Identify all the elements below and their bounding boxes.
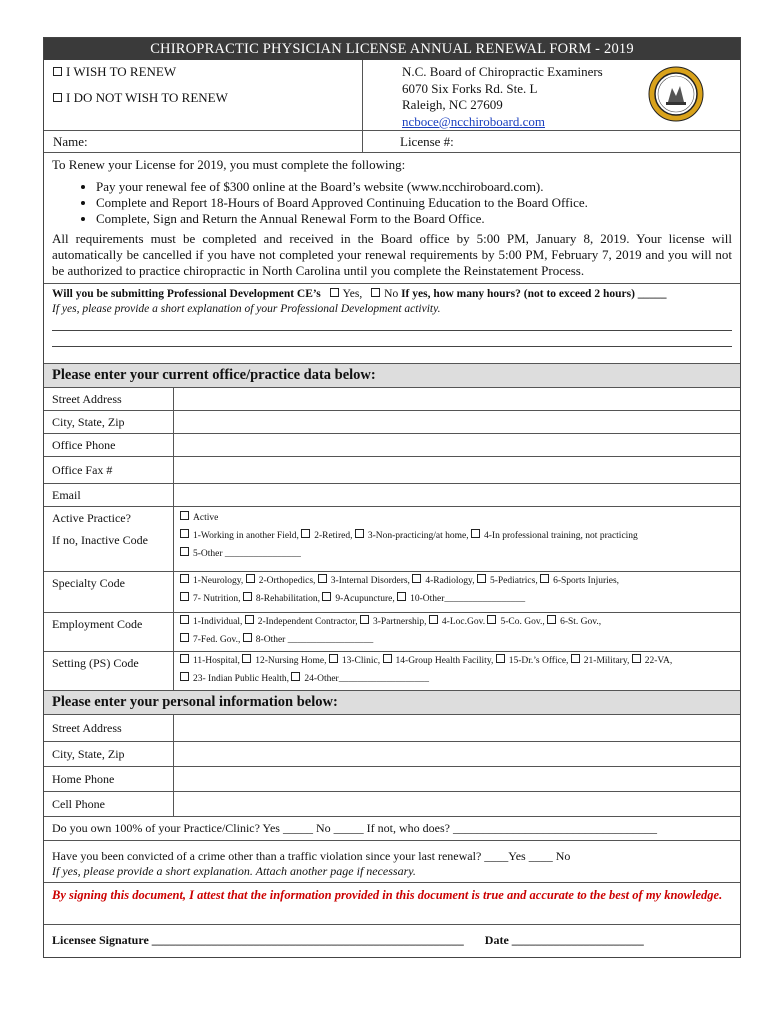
setting-11-checkbox[interactable] (180, 654, 189, 663)
specialty-8-checkbox[interactable] (243, 592, 252, 601)
not-renew-option[interactable]: I DO NOT WISH TO RENEW (53, 90, 228, 106)
inactive-3-checkbox[interactable] (355, 529, 364, 538)
inactive-1-checkbox[interactable] (180, 529, 189, 538)
license-field[interactable]: License #: (362, 130, 740, 153)
name-field[interactable]: Name: (44, 130, 362, 153)
home-street-row[interactable]: Street Address (44, 715, 740, 742)
inactive-5-checkbox[interactable] (180, 547, 189, 556)
inactive-4-checkbox[interactable] (471, 529, 480, 538)
home-city-row[interactable]: City, State, Zip (44, 742, 740, 767)
signature-area (44, 925, 740, 948)
ce-explanation-line[interactable] (52, 315, 732, 331)
specialty-2-checkbox[interactable] (246, 574, 255, 583)
setting-22-checkbox[interactable] (632, 654, 641, 663)
deadline-text: All requirements must be completed and received in the Board office by 5:00 PM, January 8, 2019. Your license will automatically be cancelled if you have not completed your renewal requirements by 5:00 PM, February 7, 2019 and you will not be authorized to practice chiropractic in North Carolina until you complete the Reinstatement Process. (52, 231, 732, 278)
list-item: • Pay your renewal fee of $300 online at the Board’s website (www.ncchiroboard.com). (96, 179, 732, 195)
specialty-1-checkbox[interactable] (180, 574, 189, 583)
setting-row: Setting (PS) Code 11-Hospital, 12-Nursing Home, 13-Clinic, 14-Group Health Facility, 15-Dr.’s Office, 21-Military, 22-VA, 23- Indian Public Health, 24-Other___________________ (44, 652, 740, 691)
ce-explanation-line[interactable] (52, 331, 732, 347)
employment-row: Employment Code 1-Individual, 2-Independent Contractor, 3-Partnership, 4-Loc.Gov. 5-Co. Gov., 6-St. Gov., 7-Fed. Gov., 8-Other __________________ (44, 613, 740, 652)
ce-no-checkbox[interactable] (371, 288, 380, 297)
personal-section-heading: Please enter your personal information below: (44, 691, 740, 715)
board-seal-icon (648, 66, 704, 122)
requirements-list (52, 179, 732, 227)
renew-option[interactable]: I WISH TO RENEW (53, 64, 176, 80)
employment-2-checkbox[interactable] (245, 615, 254, 624)
setting-23-checkbox[interactable] (180, 672, 189, 681)
employment-7-checkbox[interactable] (180, 633, 189, 642)
office-phone-row[interactable]: Office Phone (44, 434, 740, 457)
setting-15-checkbox[interactable] (496, 654, 505, 663)
specialty-5-checkbox[interactable] (477, 574, 486, 583)
office-street-row[interactable]: Street Address (44, 388, 740, 411)
specialty-4-checkbox[interactable] (412, 574, 421, 583)
setting-13-checkbox[interactable] (329, 654, 338, 663)
cell-phone-row[interactable]: Cell Phone (44, 792, 740, 817)
instructions: To Renew your License for 2019, you must complete the following: • Pay your renewal fee of $300 online at the Board’s website (www.ncchiroboard.com). • Complete and Report 18-Hours of Board Approved Continuing Education to the Board Office. • Complete, Sign and Return the Annual Renewal Form to the Board Office. All requirements must be completed and received in the Board office by 5:00 PM, January 8, 2019. Your license will automatically be cancelled if you have not completed your renewal requirements by 5:00 PM, February 7, 2019 and you will not be authorized to practice chiropractic in North Carolina until you complete the Reinstatement Process. (44, 153, 740, 279)
employment-5-checkbox[interactable] (487, 615, 496, 624)
home-phone-row[interactable]: Home Phone (44, 767, 740, 792)
ce-yes-checkbox[interactable] (330, 288, 339, 297)
ce-section: Will you be submitting Professional Development CE’s Yes, No If yes, how many hours? (not to exceed 2 hours) _____ If yes, please provide a short explanation of your Professional Development activity. (44, 283, 740, 359)
attestation: By signing this document, I attest that the information provided in this document is true and accurate to the best of my knowledge. (44, 883, 740, 925)
setting-24-checkbox[interactable] (291, 672, 300, 681)
conviction-question[interactable]: Have you been convicted of a crime other than a traffic violation since your last renewal? ____Yes ____ No If yes, please provide a short explanation. Attach another page if necessary. (44, 841, 740, 883)
employment-4-checkbox[interactable] (429, 615, 438, 624)
specialty-3-checkbox[interactable] (318, 574, 327, 583)
specialty-6-checkbox[interactable] (540, 574, 549, 583)
form-title: CHIROPRACTIC PHYSICIAN LICENSE ANNUAL RENEWAL FORM - 2019 (44, 38, 740, 60)
active-checkbox[interactable] (180, 511, 189, 520)
office-email-row[interactable]: Email (44, 484, 740, 507)
signature-line[interactable]: Licensee Signature ____________________________________________________ (52, 933, 464, 947)
not-renew-checkbox[interactable] (53, 93, 62, 102)
renewal-form (43, 37, 741, 958)
employment-6-checkbox[interactable] (547, 615, 556, 624)
list-item: • Complete, Sign and Return the Annual Renewal Form to the Board Office. (96, 211, 732, 227)
date-line[interactable]: Date ______________________ (484, 933, 644, 947)
board-address: N.C. Board of Chiropractic Examiners 6070 Six Forks Rd. Ste. L Raleigh, NC 27609 ncboce@ncchiroboard.com (402, 64, 603, 129)
active-practice-row: Active Practice? If no, Inactive Code Active 1-Working in another Field, 2-Retired, 3-Non-practicing/at home, 4-In professional training, not practicing 5-Other ________________ (44, 507, 740, 572)
header-section (44, 60, 740, 153)
specialty-9-checkbox[interactable] (322, 592, 331, 601)
inactive-2-checkbox[interactable] (301, 529, 310, 538)
specialty-10-checkbox[interactable] (397, 592, 406, 601)
employment-8-checkbox[interactable] (243, 633, 252, 642)
setting-21-checkbox[interactable] (571, 654, 580, 663)
office-fax-row[interactable]: Office Fax # (44, 457, 740, 484)
list-item: • Complete and Report 18-Hours of Board Approved Continuing Education to the Board Office. (96, 195, 732, 211)
board-email-link[interactable]: ncboce@ncchiroboard.com (402, 113, 545, 129)
office-city-row[interactable]: City, State, Zip (44, 411, 740, 434)
employment-3-checkbox[interactable] (360, 615, 369, 624)
setting-12-checkbox[interactable] (242, 654, 251, 663)
employment-1-checkbox[interactable] (180, 615, 189, 624)
office-section-heading: Please enter your current office/practice data below: (44, 363, 740, 388)
renew-checkbox[interactable] (53, 67, 62, 76)
ownership-question[interactable]: Do you own 100% of your Practice/Clinic? Yes _____ No _____ If not, who does? __________________________________ (44, 817, 740, 841)
specialty-7-checkbox[interactable] (180, 592, 189, 601)
setting-14-checkbox[interactable] (383, 654, 392, 663)
specialty-row: Specialty Code 1-Neurology, 2-Orthopedics, 3-Internal Disorders, 4-Radiology, 5-Pediatrics, 6-Sports Injuries, 7- Nutrition, 8-Rehabilitation, 9-Acupuncture, 10-Other_________________ (44, 572, 740, 613)
